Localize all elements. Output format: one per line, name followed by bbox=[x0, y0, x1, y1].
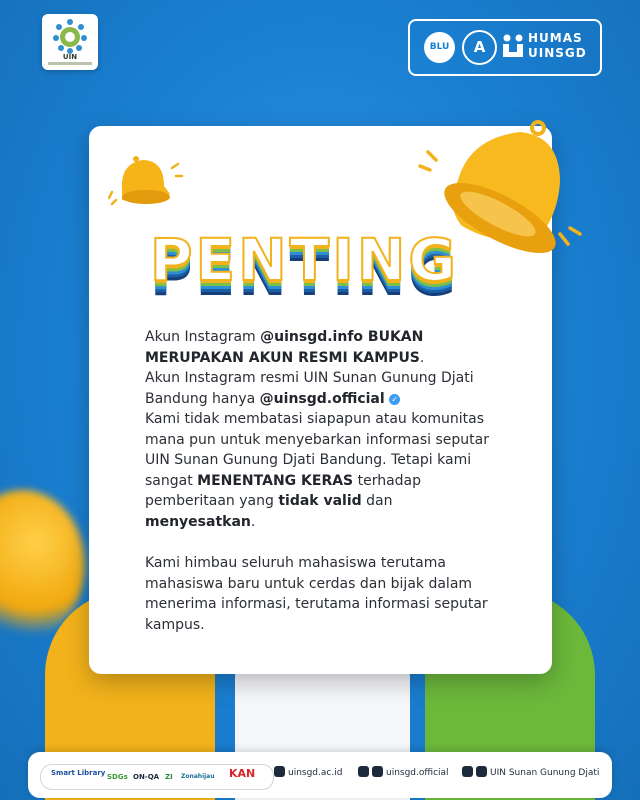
partner-zi: ZI bbox=[165, 773, 173, 781]
paragraph-2 bbox=[145, 368, 505, 409]
title-text: PENTING bbox=[150, 226, 459, 294]
official-account: @uinsgd.official bbox=[259, 390, 385, 407]
uin-logo-subtext bbox=[48, 62, 92, 65]
youtube-icon bbox=[462, 766, 473, 777]
verified-icon: ✓ bbox=[389, 394, 400, 405]
page-title bbox=[150, 226, 490, 296]
website-link[interactable] bbox=[274, 766, 342, 780]
partner-logos bbox=[40, 764, 274, 790]
youtube-link[interactable] bbox=[462, 766, 599, 780]
accreditation-badge: A bbox=[462, 30, 497, 65]
announcement-body bbox=[145, 327, 505, 635]
partner-onqa: ON-QA bbox=[133, 773, 160, 781]
partner-smart-library: Smart Library bbox=[51, 769, 106, 777]
p1-bold: @uinsgd.info BUKAN MERUPAKAN AKUN RESMI KAMPUS bbox=[145, 329, 424, 366]
youtube-text: UIN Sunan Gunung Djati bbox=[490, 768, 600, 778]
uin-emblem-icon bbox=[50, 18, 90, 54]
footer-bar bbox=[28, 752, 612, 798]
humas-text bbox=[528, 31, 587, 61]
p3-text-2: terhadap pemberitaan yang bbox=[145, 472, 422, 509]
twitter-icon bbox=[372, 766, 383, 777]
p2-text: Akun Instagram resmi UIN Sunan Gunung Djati Bandung hanya bbox=[145, 370, 474, 407]
p3-text: Kami tidak membatasi siapapun atau komunitas mana pun untuk menyebarkan informasi seputar UIN Sunan Gunung Djati Bandung. Tetapi kami sangat bbox=[145, 411, 489, 489]
uin-logo bbox=[42, 14, 98, 70]
paragraph-3 bbox=[145, 409, 505, 532]
p1-end: . bbox=[419, 349, 425, 366]
humas-icon bbox=[502, 34, 524, 58]
paragraph-4: Kami himbau seluruh mahasiswa terutama mahasiswa baru untuk cerdas dan bijak dalam menerima informasi, terutama informasi seputar kampus. bbox=[145, 555, 488, 633]
humas-line2: UINSGD bbox=[528, 46, 587, 60]
p1-text: Akun Instagram bbox=[145, 329, 261, 345]
uin-logo-text: UIN bbox=[62, 53, 78, 61]
p3-end: . bbox=[250, 513, 256, 530]
instagram-text: uinsgd.official bbox=[386, 768, 449, 778]
facebook-icon bbox=[476, 766, 487, 777]
brand-logos bbox=[408, 19, 602, 76]
partner-kan: KAN bbox=[229, 767, 256, 780]
partner-sdgs: SDGs bbox=[107, 773, 128, 781]
blu-badge: BLU bbox=[424, 32, 455, 63]
paragraph-1 bbox=[145, 327, 505, 368]
small-bell-icon bbox=[108, 150, 188, 215]
p3-bold-2: tidak valid bbox=[278, 493, 362, 509]
p3-bold-3: menyesatkan bbox=[145, 513, 251, 530]
humas-line1: HUMAS bbox=[528, 31, 583, 45]
p3-bold-1: MENENTANG KERAS bbox=[197, 472, 354, 489]
instagram-icon bbox=[358, 766, 369, 777]
partner-zonahijau: Zonahijau bbox=[181, 773, 215, 780]
instagram-link[interactable] bbox=[358, 766, 449, 780]
p3-text-3: dan bbox=[361, 493, 393, 509]
website-text: uinsgd.ac.id bbox=[288, 768, 343, 778]
globe-icon bbox=[274, 766, 285, 777]
